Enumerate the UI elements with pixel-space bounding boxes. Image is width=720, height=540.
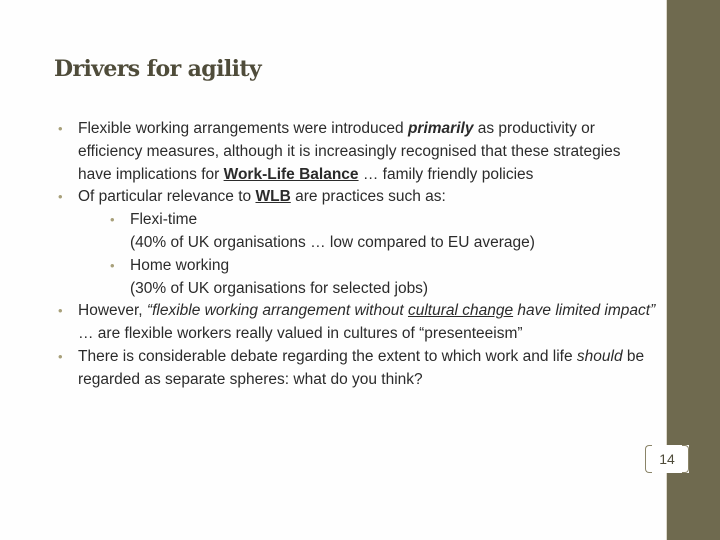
bullet-text: be regarded as separate spheres: what do you think? — [78, 347, 645, 388]
slide-title: Drivers for agility — [54, 56, 262, 82]
emphasis-wlb: WLB — [255, 188, 291, 206]
sub-bullet-detail: (40% of UK organisations … low compared to EU average) — [130, 233, 535, 251]
bullet-text: Flexible working arrangements were introduced — [78, 120, 408, 137]
sub-bullet-detail: (30% of UK organisations for selected jobs) — [130, 279, 429, 297]
bullet-text: However, — [78, 302, 147, 320]
quote-text: “flexible working arrangement without — [146, 302, 408, 320]
emphasis-primarily: primarily — [407, 120, 474, 137]
sub-bullet-heading: • Home working — [130, 256, 230, 274]
bullet-wlb-practices — [58, 186, 658, 209]
bullet-text: Of particular relevance to — [78, 188, 256, 206]
emphasis-should: should — [576, 347, 623, 365]
bullet-text: as productivity or efficiency measures, although it is increasingly recognised that these strategies have implications for — [78, 120, 621, 183]
sub-bullet-flexi-time — [58, 209, 658, 255]
quote-text: have limited impact” — [513, 302, 656, 320]
bullet-text: … family friendly policies — [358, 165, 534, 183]
bullet-flexible-working — [58, 118, 658, 186]
emphasis-work-life-balance: Work-Life Balance — [223, 165, 359, 183]
bullet-text: are practices such as: — [290, 188, 446, 206]
emphasis-cultural-change: cultural change — [407, 302, 514, 320]
bullet-cultural-change — [58, 300, 658, 346]
bullet-text: … are flexible workers really valued in cultures of “presenteeism” — [78, 325, 523, 343]
sub-bullet-home-working — [58, 255, 658, 301]
slide-body — [58, 118, 658, 392]
sub-bullet-heading: • Flexi-time — [130, 211, 198, 229]
bullet-text: There is considerable debate regarding the extent to which work and life — [78, 347, 577, 365]
bullet-separate-spheres — [58, 346, 658, 392]
page-number: 14 — [645, 445, 689, 473]
